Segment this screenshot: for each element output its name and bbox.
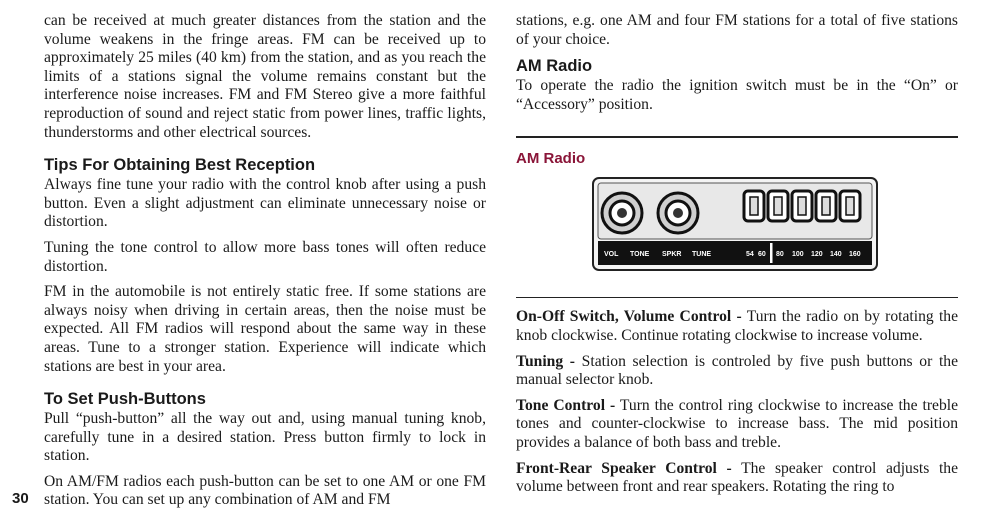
tone-paragraph xyxy=(516,397,958,453)
tone-term: Tone Control - xyxy=(516,396,616,414)
page-number: 30 xyxy=(12,490,29,507)
tuning-text: Station selection is controled by five push buttons or the manual selector knob. xyxy=(516,352,958,389)
tips-paragraph-1: Always fine tune your radio with the control knob after using a push button. Even a slight adjustment can eliminate unnecessary noise or distortion. xyxy=(44,176,486,231)
stations-continuation: stations, e.g. one AM and four FM stations for a total of five stations of your choice. xyxy=(516,12,958,48)
volume-knob-icon xyxy=(602,193,642,233)
push-button-2 xyxy=(768,191,788,221)
dial-mark-54: 54 xyxy=(746,251,754,259)
intro-paragraph: can be received at much greater distances from the station and the volume weakens in the fringe areas. FM can be received up to approximately 25 miles (40 km) from the station, and as you reach the limits of a stations signal the volume remains constant but the interference noise increases. FM and FM Stereo give a more faithful reproduction of sound and reject static from power lines, traffic lights, thunderstorms and other electrical sources. xyxy=(44,12,486,141)
push-paragraph-2: On AM/FM radios each push-button can be set to one AM or one FM station. You can set up any combination of AM and FM xyxy=(44,472,486,509)
am-radio-illustration xyxy=(592,177,878,271)
radio-figure xyxy=(592,177,878,271)
tips-paragraph-2: Tuning the tone control to allow more bass tones will often reduce distortion. xyxy=(44,238,486,275)
push-paragraph-1: Pull “push-button” all the way out and, using manual tuning knob, carefully tune in a desired station. Press button firmly to lock in station. xyxy=(44,410,486,465)
dial-mark-100: 100 xyxy=(792,251,804,259)
right-column xyxy=(516,12,958,504)
tuning-paragraph xyxy=(516,353,958,390)
speaker-paragraph xyxy=(516,460,958,497)
left-column xyxy=(44,12,486,517)
onoff-text: Turn the radio on by rotating the knob clockwise. Continue rotating clockwise to increase volume. xyxy=(516,308,959,344)
tips-paragraph-3: FM in the automobile is not entirely static free. If some stations are always noisy when driving in certain areas, then the noise must be expected. All FM radios will respond about the same way in these areas. Tune to a stronger station. Experience will indicate which stations are best in your area. xyxy=(44,283,486,375)
push-button-4 xyxy=(816,191,836,221)
onoff-term: On-Off Switch, Volume Control - xyxy=(516,308,742,326)
tune-label: TUNE xyxy=(692,251,712,259)
push-buttons-heading: To Set Push-Buttons xyxy=(44,390,206,409)
vol-label: VOL xyxy=(604,251,619,259)
am-radio-paragraph: To operate the radio the ignition switch must be in the “On” or “Accessory” position. xyxy=(516,77,958,113)
tone-label: TONE xyxy=(630,251,650,259)
tuning-term: Tuning - xyxy=(516,352,575,370)
speaker-term: Front-Rear Speaker Control - xyxy=(516,459,732,477)
figure-title: AM Radio xyxy=(516,150,586,168)
dial-mark-120: 120 xyxy=(811,251,823,259)
speaker-text: The speaker control adjusts the volume between front and rear speakers. Rotating the ring to xyxy=(516,459,958,496)
push-button-1 xyxy=(744,191,764,221)
dial-mark-160: 160 xyxy=(849,251,861,259)
onoff-paragraph xyxy=(516,308,958,345)
tips-heading: Tips For Obtaining Best Reception xyxy=(44,156,316,175)
dial-mark-80: 80 xyxy=(776,251,784,259)
figure-bottom-rule xyxy=(516,271,958,298)
tone-text: Turn the control ring clockwise to increase the treble tones and counter-clockwise to increase bass. The mid position provides a balance of both bass and treble. xyxy=(516,396,958,451)
dial-pointer xyxy=(770,243,773,263)
am-radio-heading: AM Radio xyxy=(516,57,593,76)
dial-mark-60: 60 xyxy=(758,251,766,259)
push-button-3 xyxy=(792,191,812,221)
tuning-knob-icon xyxy=(658,193,698,233)
spkr-label: SPKR xyxy=(662,251,682,259)
push-button-5 xyxy=(840,191,860,221)
section-divider xyxy=(516,136,958,138)
dial-mark-140: 140 xyxy=(830,251,842,259)
